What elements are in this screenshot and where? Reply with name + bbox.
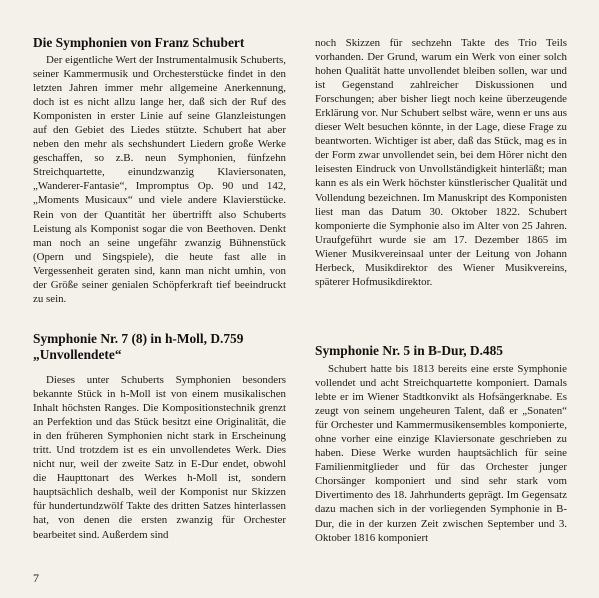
- symphony-5-paragraph: Schubert hatte bis 1813 bereits eine erste Symphonie vollendet und acht Streichquartette komponiert. Damals lebte er im Wiener Stadtkonvikt als Hofsängerknabe. Es zeugt von seinem ungeheuren Talent, daß er „Sonaten“ für Orchester und Kammermusikensembles komponierte, ohne vorher eine einzige Klaviersonate geschrieben zu haben. Diese Werke wurden hauptsächlich für seine Familienmitglieder und für das Orchester junger Chorsänger komponiert und sind sehr stark vom Divertimento des 18. Jahrhunderts geprägt. Im Gegensatz dazu machen sich in der vorliegenden Symphonie in B-Dur, die in der kurzen Zeit zwischen September und 3. Oktober 1816 komponiert: [315, 363, 567, 544]
- heading-line-2: „Unvollendete“: [33, 347, 122, 362]
- section-heading-symphony-7: [33, 331, 286, 363]
- intro-paragraph: Der eigentliche Wert der Instrumentalmusik Schuberts, seiner Kammermusik und Orchesterstücke findet in den letzten Jahren immer mehr allgemeine Anerkennung, doch ist es nicht allzu lange her, daß sich der Ruf des Komponisten in erster Linie auf seine Glanzleistungen auf den Gebiet des Liedes stützte. Schubert hat aber neben den mehr als sechshundert Liedern große Werke geschaffen, so z.B. neun Symphonien, fünfzehn Streichquartette, einundzwanzig Klaviersonaten, „Wanderer-Fantasie“, Impromptus Op. 90 und 142, „Moments Musicaux“ und viele andere Klavierstücke. Rein von der Quantität her übertrifft also Schuberts Leistung als Komponist sogar die von Beethoven. Denkt man noch an seine ungefähr zwanzig Bühnenstück (Opern und Singspiele), die heute fast alle in Vergessenheit geraten sind, kann man nicht umhin, von der Größe seiner genialen Schöpferkraft tief beeindruckt zu sein.: [33, 54, 286, 305]
- symphony-7-paragraph: Dieses unter Schuberts Symphonien besonders bekannte Stück in h-Moll ist von einem musikalischen Inhalt höchsten Ranges. Die Kompositionstechnik grenzt an Perfektion und das Stück besitzt eine Originalität, die in den früheren Symphonien nicht stark in Erscheinung tritt. Und trotzdem ist es ein unvollendetes Werk. Dies nicht nur, weil der zweite Satz in E-Dur endet, obwohl die Haupttonart des Werkes h-Moll ist, sondern hauptsächlich deshalb, weil der Komponist nur Skizzen für hundertundzwölf Takte des dritten Satzes hinterlassen hat, von denen die ersten zwanzig für Orchester bearbeitet sind. Außerdem sind: [33, 374, 286, 541]
- section-heading-symphony-5: Symphonie Nr. 5 in B-Dur, D.485: [315, 343, 504, 358]
- page-number: 7: [33, 571, 39, 585]
- symphony-7-continued-paragraph: noch Skizzen für sechzehn Takte des Trio Teils vorhanden. Der Grund, warum ein Werk von einer solch hohen Qualität hatte unvollendet bleiben sollen, war und ist Gegenstand zahlreicher Diskussionen und Forschungen; aber bisher liegt noch keine überzeugende Erklärung vor. Nur Schubert selbst wäre, wenn er uns aus dieser Welt besuchen könnte, in der Lage, diese Frage zu beantworten. Wichtiger ist aber, daß das Stück, mag es in der Form zwar unvollendet sein, bei dem Hörer nicht den leisesten Eindruck von Unvollständigkeit hinterläßt; man kann es als ein Werk höchster künstlerischer Qualität und Vollendung bezeichnen. Im Manuskript des Komponisten liest man das Datum 30. Oktober 1822. Schubert komponierte die Symphonie also im Alter von 25 Jahren. Uraufgeführt wurde sie am 17. Dezember 1865 im Wiener Musikvereinsaal unter der Leitung von Johann Herbeck, Musikdirektor des Wiener Musikvereins, späterer Hofmusikdirektor.: [315, 37, 567, 288]
- section-heading-symphonies: Die Symphonien von Franz Schubert: [33, 35, 245, 50]
- heading-line-1: Symphonie Nr. 7 (8) in h-Moll, D.759: [33, 331, 244, 346]
